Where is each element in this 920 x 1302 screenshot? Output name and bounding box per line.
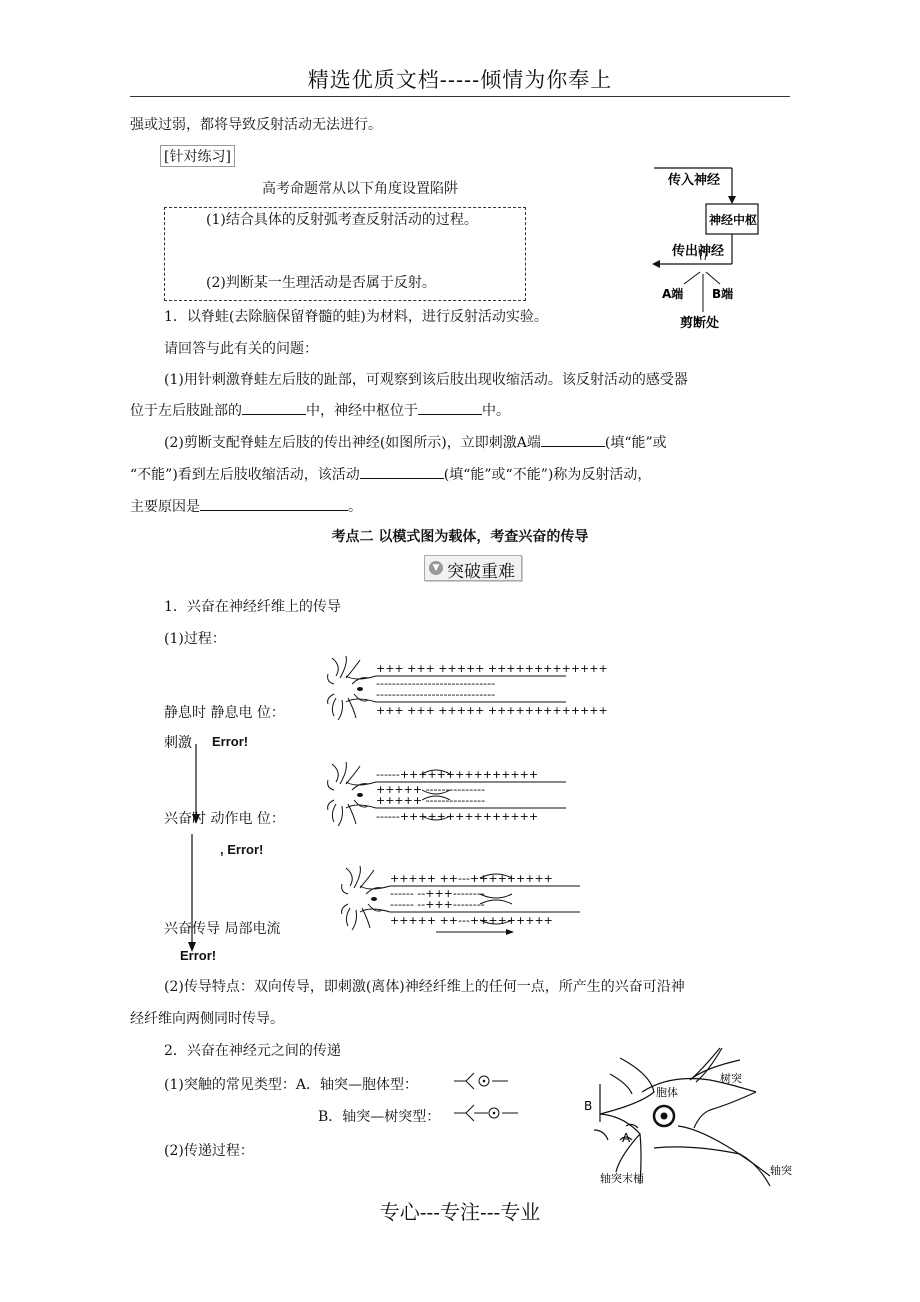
q11b-end: 中。	[482, 403, 510, 419]
axosomatic-symbol	[452, 1072, 512, 1090]
trap-title: 高考命题常从以下角度设置陷阱	[262, 181, 458, 197]
conduction-inner-charges: ------ --+++--------	[390, 887, 485, 900]
stimulus-label: 刺激	[164, 735, 192, 751]
conduction-inner-charges-2: ------ --+++--------	[390, 898, 485, 911]
chevron-down-icon: ▼	[429, 561, 443, 575]
practice-tag: [针对练习]	[160, 145, 235, 167]
soma-label: 胞体	[656, 1086, 678, 1099]
terminal-label: 轴突末梢	[600, 1172, 644, 1185]
axodendritic-symbol	[452, 1104, 522, 1122]
excited-label: 兴奋时 动作电 位：	[164, 811, 285, 827]
rest-top-charges: +++ +++ +++++ +++++++++++++	[376, 662, 608, 675]
transmission-process: (2)传递过程：	[164, 1143, 254, 1159]
afferent-label: 传入神经	[668, 173, 721, 188]
error-field-1: Error!	[212, 734, 249, 749]
answer-blank[interactable]	[541, 432, 605, 447]
conduction-label: 兴奋传导 局部电流	[164, 921, 281, 937]
badge-label: 突破重难	[447, 562, 515, 582]
question-1-1a: (1)用针刺激脊蛙左后肢的趾部，可观察到该后肢出现收缩活动。该反射活动的感受器	[164, 372, 688, 388]
excited-inner-charges-2: +++++ ---------------	[376, 794, 486, 807]
q12a-end: (填“能”或	[604, 435, 667, 451]
excited-bottom-charges: ------+++++++++++++++	[376, 810, 539, 823]
rest-inner-charges-2: ------------------------------	[376, 688, 496, 701]
cut-label: 剪断处	[680, 316, 720, 331]
answer-blank[interactable]	[360, 464, 444, 479]
conduction-feature-b: 经纤维向两侧同时传导。	[130, 1011, 284, 1027]
answer-blank[interactable]	[242, 400, 306, 415]
question-1-2c	[130, 496, 362, 516]
label-a: A	[622, 1131, 631, 1145]
rest-inner-charges: ------------------------------	[376, 677, 496, 690]
end-b-label: B端	[712, 287, 734, 301]
label-b: B	[584, 1099, 593, 1113]
sub-2: 2．兴奋在神经元之间的传递	[164, 1043, 341, 1059]
header-divider	[130, 96, 790, 97]
fiber-rest-diagram	[326, 654, 608, 724]
trap-item-1: (1)结合具体的反射弧考查反射活动的过程。	[206, 212, 478, 228]
fiber-conduction-diagram	[340, 864, 586, 944]
efferent-label: 传出神经	[672, 244, 725, 259]
sub-1-1: (1)过程：	[164, 631, 226, 647]
trap-item-2: (2)判断某一生理活动是否属于反射。	[206, 275, 436, 291]
q11b-mid: 中，神经中枢位于	[306, 403, 418, 419]
breakthrough-badge	[424, 555, 522, 581]
section-2-title: 考点二 以模式图为载体，考查兴奋的传导	[331, 529, 589, 545]
page-header: 精选优质文档-----倾情为你奉上	[307, 68, 613, 92]
question-1-2b	[130, 464, 651, 484]
q12a-pre: (2)剪断支配脊蛙左后肢的传出神经(如图所示)，立即刺激A端	[164, 435, 541, 451]
q12c-pre: 主要原因是	[130, 499, 200, 515]
sub-1: 1．兴奋在神经纤维上的传导	[164, 599, 341, 615]
rest-bottom-charges: +++ +++ +++++ +++++++++++++	[376, 704, 608, 717]
dendrite-label: 树突	[720, 1072, 742, 1085]
error-field-2: , Error!	[220, 842, 264, 857]
conduction-bottom-charges: +++++ ++---+++++++++	[390, 914, 553, 927]
question-1-1b	[130, 400, 510, 420]
intro-line: 强或过弱，都将导致反射活动无法进行。	[130, 117, 382, 133]
end-a-label: A端	[662, 287, 684, 301]
conduction-feature-a: (2)传导特点：双向传导，即刺激(离体)神经纤维上的任何一点，所产生的兴奋可沿神	[164, 979, 685, 995]
fiber-excited-diagram	[326, 760, 572, 830]
excited-top-charges: ------+++++++++++++++	[376, 768, 539, 781]
conduction-top-charges: +++++ ++---+++++++++	[390, 872, 553, 885]
q12c-end: 。	[348, 499, 362, 515]
synapse-type-b: B．轴突—树突型：	[318, 1109, 441, 1125]
q11b-pre: 位于左后肢趾部的	[130, 403, 242, 419]
center-label: 神经中枢	[709, 213, 758, 227]
q12b-pre: “不能”)看到左后肢收缩活动，该活动	[130, 467, 360, 483]
rest-label: 静息时 静息电 位：	[164, 705, 285, 721]
question-1-2a	[164, 432, 667, 452]
page-footer: 专心---专注---专业	[379, 1200, 541, 1224]
synapse-type-a: (1)突触的常见类型：A．轴突—胞体型：	[164, 1077, 418, 1093]
error-field-3: Error!	[180, 948, 217, 963]
answer-blank[interactable]	[418, 400, 482, 415]
neuron-diagram	[580, 1044, 800, 1192]
axon-label: 轴突	[770, 1164, 792, 1177]
excited-inner-charges: +++++ ---------------	[376, 783, 486, 796]
reflex-arc-diagram	[640, 160, 780, 335]
q12b-end: (填“能”或“不能”)称为反射活动，	[443, 467, 652, 483]
answer-blank[interactable]	[200, 496, 348, 511]
question-1: 1．以脊蛙(去除脑保留脊髓的蛙)为材料，进行反射活动实验。	[164, 309, 548, 325]
question-1-ask: 请回答与此有关的问题：	[164, 341, 318, 357]
